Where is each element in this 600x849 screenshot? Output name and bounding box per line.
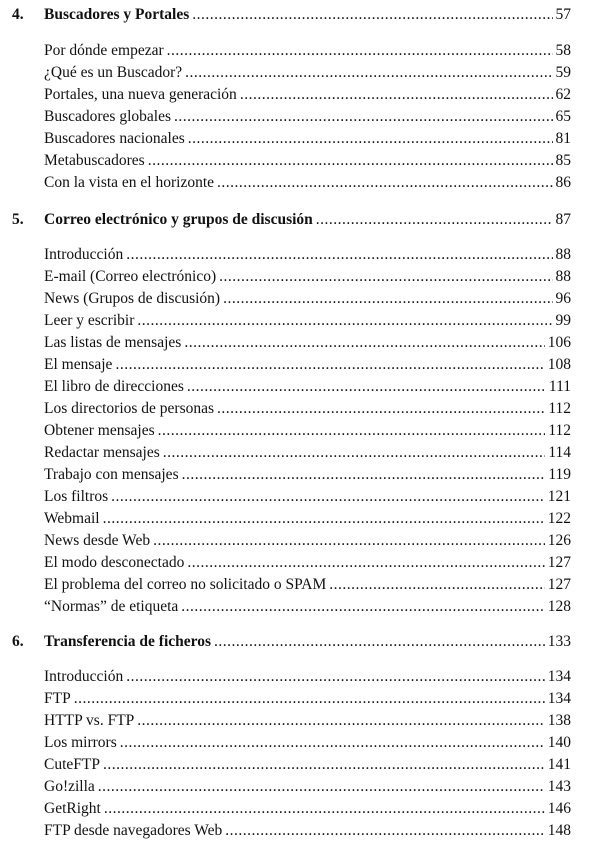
entry-title: Buscadores nacionales bbox=[44, 130, 185, 147]
entry-title: Leer y escribir bbox=[44, 312, 135, 329]
dot-leader bbox=[182, 466, 546, 484]
dot-leader bbox=[187, 378, 546, 396]
dot-leader bbox=[103, 510, 545, 528]
toc-entry bbox=[44, 734, 571, 752]
entry-page-number: 134 bbox=[547, 668, 571, 685]
toc-entry bbox=[44, 756, 571, 774]
entry-title: FTP desde navegadores Web bbox=[44, 822, 223, 839]
entry-title: CuteFTP bbox=[44, 756, 100, 773]
entry-page-number: 108 bbox=[547, 356, 571, 373]
toc-entry bbox=[44, 356, 571, 374]
entry-title: Metabuscadores bbox=[44, 152, 145, 169]
dot-leader bbox=[181, 598, 544, 616]
dot-leader bbox=[223, 290, 552, 308]
toc-entry bbox=[44, 312, 571, 330]
chapter-heading bbox=[12, 211, 571, 229]
toc-entry bbox=[44, 532, 571, 550]
dot-leader bbox=[115, 356, 544, 374]
chapter-number: 6. bbox=[12, 633, 24, 650]
toc-entry bbox=[44, 378, 571, 396]
toc-entry bbox=[44, 668, 571, 686]
chapter-number: 4. bbox=[12, 6, 24, 23]
chapter-heading bbox=[12, 633, 571, 651]
chapter-page-number: 57 bbox=[555, 6, 571, 23]
toc-entry bbox=[44, 466, 571, 484]
entry-page-number: 62 bbox=[555, 86, 571, 103]
toc-entry bbox=[44, 174, 571, 192]
dot-leader bbox=[184, 334, 544, 352]
toc-entry bbox=[44, 778, 571, 796]
entry-title: Webmail bbox=[44, 510, 100, 527]
dot-leader bbox=[104, 800, 545, 818]
entry-page-number: 65 bbox=[555, 108, 571, 125]
chapter-page-number: 133 bbox=[547, 633, 571, 650]
toc-entry bbox=[44, 712, 571, 730]
entry-page-number: 143 bbox=[547, 778, 571, 795]
entry-page-number: 121 bbox=[547, 488, 571, 505]
dot-leader bbox=[167, 42, 553, 60]
chapter-title: Transferencia de ficheros bbox=[44, 633, 212, 650]
dot-leader bbox=[158, 422, 546, 440]
toc-entry bbox=[44, 290, 571, 308]
toc-entry bbox=[44, 576, 571, 594]
entry-page-number: 111 bbox=[548, 378, 571, 395]
chapter-heading bbox=[12, 6, 571, 24]
dot-leader bbox=[126, 668, 545, 686]
dot-leader bbox=[126, 246, 552, 264]
toc-entry bbox=[44, 400, 571, 418]
toc-entry bbox=[44, 822, 571, 840]
dot-leader bbox=[185, 64, 552, 82]
entry-page-number: 114 bbox=[548, 444, 571, 461]
entry-title: “Normas” de etiqueta bbox=[44, 598, 179, 615]
entry-page-number: 59 bbox=[555, 64, 571, 81]
dot-leader bbox=[111, 488, 545, 506]
entry-title: FTP bbox=[44, 690, 71, 707]
entry-page-number: 86 bbox=[555, 174, 571, 191]
entry-title: El libro de direcciones bbox=[44, 378, 184, 395]
chapter-number: 5. bbox=[12, 211, 24, 228]
toc-entry bbox=[44, 42, 571, 60]
toc-entry bbox=[44, 130, 571, 148]
entry-title: Redactar mensajes bbox=[44, 444, 160, 461]
dot-leader bbox=[192, 6, 552, 24]
entry-page-number: 106 bbox=[547, 334, 571, 351]
dot-leader bbox=[148, 152, 553, 170]
entry-page-number: 112 bbox=[548, 400, 571, 417]
dot-leader bbox=[137, 712, 544, 730]
toc-entry bbox=[44, 268, 571, 286]
entry-page-number: 122 bbox=[547, 510, 571, 527]
toc-entry bbox=[44, 86, 571, 104]
entry-page-number: 85 bbox=[555, 152, 571, 169]
entry-title: Los mirrors bbox=[44, 734, 117, 751]
entry-page-number: 148 bbox=[547, 822, 571, 839]
entry-title: Los filtros bbox=[44, 488, 109, 505]
entry-title: HTTP vs. FTP bbox=[44, 712, 135, 729]
dot-leader bbox=[225, 822, 545, 840]
entry-title: Go!zilla bbox=[44, 778, 95, 795]
toc-entry bbox=[44, 334, 571, 352]
entry-title: Obtener mensajes bbox=[44, 422, 155, 439]
dot-leader bbox=[74, 690, 545, 708]
toc-entry bbox=[44, 488, 571, 506]
entry-page-number: 134 bbox=[547, 690, 571, 707]
toc-entry bbox=[44, 64, 571, 82]
dot-leader bbox=[163, 444, 546, 462]
entry-page-number: 141 bbox=[547, 756, 571, 773]
toc-entry bbox=[44, 510, 571, 528]
entry-page-number: 126 bbox=[547, 532, 571, 549]
entry-title: Los directorios de personas bbox=[44, 400, 215, 417]
entry-page-number: 127 bbox=[547, 576, 571, 593]
entry-title: News (Grupos de discusión) bbox=[44, 290, 221, 307]
entry-title: Introducción bbox=[44, 246, 124, 263]
entry-title: El mensaje bbox=[44, 356, 113, 373]
toc-entry bbox=[44, 152, 571, 170]
entry-page-number: 138 bbox=[547, 712, 571, 729]
dot-leader bbox=[217, 174, 552, 192]
dot-leader bbox=[188, 130, 553, 148]
dot-leader bbox=[120, 734, 545, 752]
entry-title: ¿Qué es un Buscador? bbox=[44, 64, 183, 81]
dot-leader bbox=[329, 576, 544, 594]
entry-title: Portales, una nueva generación bbox=[44, 86, 237, 103]
entry-page-number: 127 bbox=[547, 554, 571, 571]
toc-entry bbox=[44, 246, 571, 264]
entry-page-number: 58 bbox=[555, 42, 571, 59]
entry-title: Las listas de mensajes bbox=[44, 334, 182, 351]
toc-entry bbox=[44, 108, 571, 126]
entry-page-number: 96 bbox=[555, 290, 571, 307]
entry-page-number: 112 bbox=[548, 422, 571, 439]
dot-leader bbox=[240, 86, 553, 104]
entry-title: E-mail (Correo electrónico) bbox=[44, 268, 217, 285]
chapter-title: Buscadores y Portales bbox=[44, 6, 190, 23]
entry-page-number: 88 bbox=[555, 268, 571, 285]
dot-leader bbox=[153, 532, 545, 550]
entry-title: Trabajo con mensajes bbox=[44, 466, 179, 483]
toc-entry bbox=[44, 422, 571, 440]
dot-leader bbox=[214, 633, 545, 651]
chapter-page-number: 87 bbox=[555, 211, 571, 228]
toc-entry bbox=[44, 554, 571, 572]
entry-title: News desde Web bbox=[44, 532, 151, 549]
entry-title: Con la vista en el horizonte bbox=[44, 174, 215, 191]
entry-title: GetRight bbox=[44, 800, 101, 817]
entry-page-number: 128 bbox=[547, 598, 571, 615]
chapter-title: Correo electrónico y grupos de discusión bbox=[44, 211, 313, 228]
entry-page-number: 81 bbox=[555, 130, 571, 147]
toc-entry bbox=[44, 690, 571, 708]
entry-title: Por dónde empezar bbox=[44, 42, 164, 59]
entry-title: Buscadores globales bbox=[44, 108, 171, 125]
entry-page-number: 99 bbox=[555, 312, 571, 329]
dot-leader bbox=[316, 211, 553, 229]
entry-title: Introducción bbox=[44, 668, 124, 685]
entry-page-number: 88 bbox=[555, 246, 571, 263]
dot-leader bbox=[219, 268, 552, 286]
toc-entry bbox=[44, 598, 571, 616]
dot-leader bbox=[217, 400, 545, 418]
dot-leader bbox=[98, 778, 545, 796]
toc-entry bbox=[44, 444, 571, 462]
dot-leader bbox=[137, 312, 552, 330]
entry-page-number: 140 bbox=[547, 734, 571, 751]
entry-page-number: 146 bbox=[547, 800, 571, 817]
dot-leader bbox=[103, 756, 545, 774]
entry-title: El problema del correo no solicitado o SPAM bbox=[44, 576, 327, 593]
entry-title: El modo desconectado bbox=[44, 554, 185, 571]
dot-leader bbox=[174, 108, 553, 126]
entry-page-number: 119 bbox=[548, 466, 571, 483]
dot-leader bbox=[187, 554, 544, 572]
toc-entry bbox=[44, 800, 571, 818]
